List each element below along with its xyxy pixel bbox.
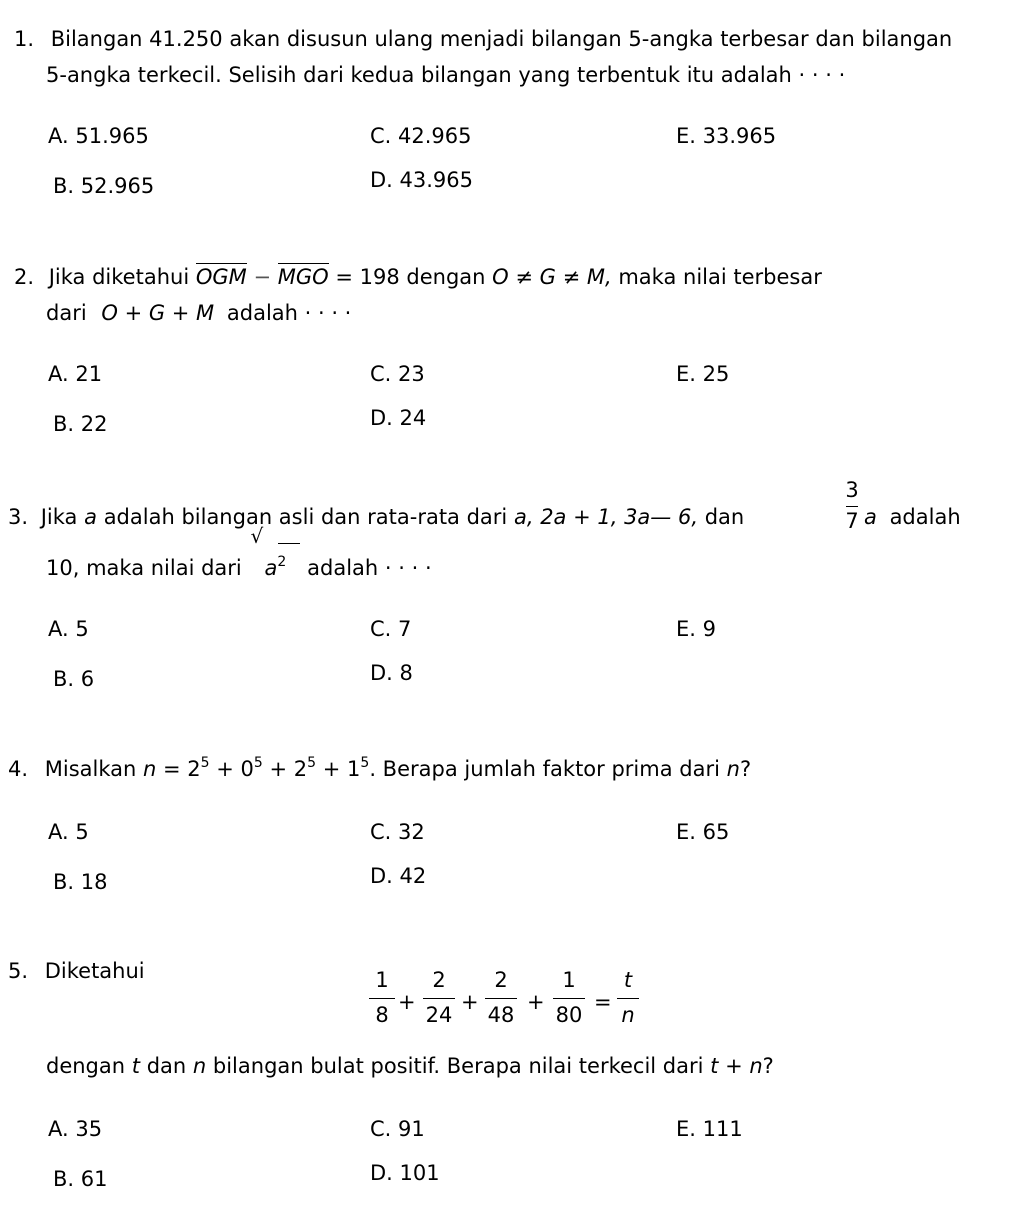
- q5-line2: [46, 1051, 774, 1081]
- q5-option-e[interactable]: E. 111: [676, 1117, 743, 1141]
- q3-line2-b: adalah · · · ·: [307, 556, 432, 580]
- q1-option-c[interactable]: C. 42.965: [370, 124, 472, 148]
- question-1: [14, 24, 952, 54]
- q5-option-d[interactable]: D. 101: [370, 1161, 440, 1185]
- q4-plus-3: + 1: [322, 757, 361, 781]
- q2-option-e[interactable]: E. 25: [676, 362, 730, 386]
- q3-sqrt-symbol: √: [250, 524, 264, 548]
- q2-option-c[interactable]: C. 23: [370, 362, 425, 386]
- q5-fraction-3: [481, 968, 521, 1027]
- q2-text-a: Jika diketahui: [48, 265, 190, 289]
- q5-frac-1-den: 8: [375, 1003, 389, 1027]
- q4-option-e[interactable]: E. 65: [676, 820, 730, 844]
- q5-frac-5-den: n: [621, 1003, 635, 1027]
- q4-n-var: n: [143, 757, 157, 781]
- q3-dan: dan: [704, 505, 745, 529]
- question-3: [8, 502, 744, 532]
- q3-adalah: adalah: [889, 505, 961, 529]
- q2-option-a[interactable]: A. 21: [48, 362, 103, 386]
- q1-number: 1.: [14, 27, 35, 51]
- q5-expr: t + n: [710, 1054, 763, 1078]
- q2-ogm: OGM: [195, 265, 247, 289]
- q4-text-b: . Berapa jumlah faktor prima dari: [369, 757, 720, 781]
- question-2: [14, 262, 822, 292]
- q5-line2-b: dan: [146, 1054, 187, 1078]
- q5-text-a: Diketahui: [44, 959, 145, 983]
- q4-option-c[interactable]: C. 32: [370, 820, 425, 844]
- q4-number: 4.: [8, 757, 29, 781]
- q4-option-d[interactable]: D. 42: [370, 864, 427, 888]
- q3-option-e[interactable]: E. 9: [676, 617, 716, 641]
- q2-line2-expr: O + G + M: [101, 301, 215, 325]
- q3-sqrt: [250, 524, 300, 583]
- q3-option-c[interactable]: C. 7: [370, 617, 412, 641]
- q5-frac-2-num: 2: [432, 968, 446, 992]
- q1-option-a[interactable]: A. 51.965: [48, 124, 149, 148]
- q3-sqrt-exp: 2: [277, 554, 287, 570]
- q3-tail: [864, 502, 961, 532]
- q5-frac-2-bar: [423, 998, 455, 999]
- question-4: [8, 754, 751, 784]
- q5-number: 5.: [8, 959, 29, 983]
- q4-exp-1: 5: [200, 755, 210, 771]
- q2-minus: −: [253, 265, 272, 289]
- q5-line2-a: dengan: [46, 1054, 126, 1078]
- q5-option-a[interactable]: A. 35: [48, 1117, 103, 1141]
- q1-option-d[interactable]: D. 43.965: [370, 168, 474, 192]
- q4-eq: = 2: [163, 757, 201, 781]
- q3-fraction: [840, 478, 864, 533]
- q3-frac-bar: [846, 506, 858, 507]
- q5-plus-2: +: [461, 990, 479, 1014]
- q5-qmark: ?: [762, 1054, 774, 1078]
- q3-option-b[interactable]: B. 6: [53, 667, 95, 691]
- q5-option-c[interactable]: C. 91: [370, 1117, 425, 1141]
- q5-t-var: t: [131, 1054, 140, 1078]
- q1-line2: 5-angka terkecil. Selisih dari kedua bilangan yang terbentuk itu adalah · · · ·: [46, 63, 846, 87]
- q3-sqrt-base: a: [264, 556, 278, 580]
- q4-option-b[interactable]: B. 18: [53, 870, 108, 894]
- q2-line2-a: dari: [46, 301, 87, 325]
- q2-eq198: = 198 dengan: [335, 265, 486, 289]
- q2-option-d[interactable]: D. 24: [370, 406, 427, 430]
- q4-text-a: Misalkan: [44, 757, 137, 781]
- q3-option-a[interactable]: A. 5: [48, 617, 89, 641]
- q3-line2-a: 10, maka nilai dari: [46, 556, 242, 580]
- q3-text-b: adalah bilangan asli dan rata-rata dari: [103, 505, 508, 529]
- q5-frac-2-den: 24: [425, 1003, 453, 1027]
- q4-plus-1: + 0: [216, 757, 254, 781]
- q5-frac-1-num: 1: [375, 968, 389, 992]
- q4-option-a[interactable]: A. 5: [48, 820, 89, 844]
- q5-frac-5-bar: [617, 998, 639, 999]
- q2-option-b[interactable]: B. 22: [53, 412, 108, 436]
- q3-frac-var: a: [864, 505, 877, 529]
- q5-frac-4-bar: [553, 998, 585, 999]
- q5-plus-3: +: [527, 990, 545, 1014]
- q2-number: 2.: [14, 265, 35, 289]
- q3-frac-den: 7: [845, 509, 859, 533]
- q1-option-b[interactable]: B. 52.965: [53, 174, 155, 198]
- q5-fraction-1: [365, 968, 399, 1027]
- q4-plus-2: + 2: [269, 757, 308, 781]
- q4-qmark: ?: [739, 757, 752, 781]
- q5-frac-3-num: 2: [494, 968, 508, 992]
- q2-mgo: MGO: [277, 265, 329, 289]
- q5-frac-3-bar: [485, 998, 517, 999]
- q4-exp-2: 5: [253, 755, 263, 771]
- q2-text-b: maka nilai terbesar: [618, 265, 822, 289]
- q5-frac-1-bar: [369, 998, 395, 999]
- q5-option-b[interactable]: B. 61: [53, 1167, 108, 1191]
- q5-plus-1: +: [398, 990, 416, 1014]
- q5-frac-4-den: 80: [555, 1003, 583, 1027]
- q5-frac-3-den: 48: [487, 1003, 515, 1027]
- q5-frac-4-num: 1: [562, 968, 576, 992]
- q2-neq: O ≠ G ≠ M,: [492, 265, 612, 289]
- q4-n-var-2: n: [726, 757, 740, 781]
- q3-text-a: Jika: [40, 505, 78, 529]
- q5-n-var: n: [192, 1054, 207, 1078]
- q2-line2-b: adalah · · · ·: [226, 301, 352, 325]
- q1-option-e[interactable]: E. 33.965: [676, 124, 777, 148]
- q3-frac-num: 3: [845, 478, 859, 502]
- q5-line2-c: bilangan bulat positif. Berapa nilai terkecil dari: [212, 1054, 704, 1078]
- q5-fraction-4: [549, 968, 589, 1027]
- q3-sqrt-bar: [278, 543, 300, 544]
- q3-terms: a, 2a + 1, 3a— 6,: [513, 505, 699, 529]
- q3-a-var: a: [84, 505, 97, 529]
- q1-line1: Bilangan 41.250 akan disusun ulang menjadi bilangan 5-angka terbesar dan bilangan: [50, 27, 953, 51]
- q3-option-d[interactable]: D. 8: [370, 661, 413, 685]
- q5-fraction-2: [419, 968, 459, 1027]
- question-5: [8, 956, 145, 986]
- q3-line2: [46, 524, 432, 583]
- q4-exp-3: 5: [307, 755, 317, 771]
- q3-number: 3.: [8, 505, 29, 529]
- q2-line2: [46, 298, 351, 328]
- q5-frac-5-num: t: [623, 968, 633, 992]
- q4-exp-4: 5: [360, 755, 370, 771]
- q5-fraction-5: [613, 968, 643, 1027]
- q5-equals: =: [594, 990, 612, 1014]
